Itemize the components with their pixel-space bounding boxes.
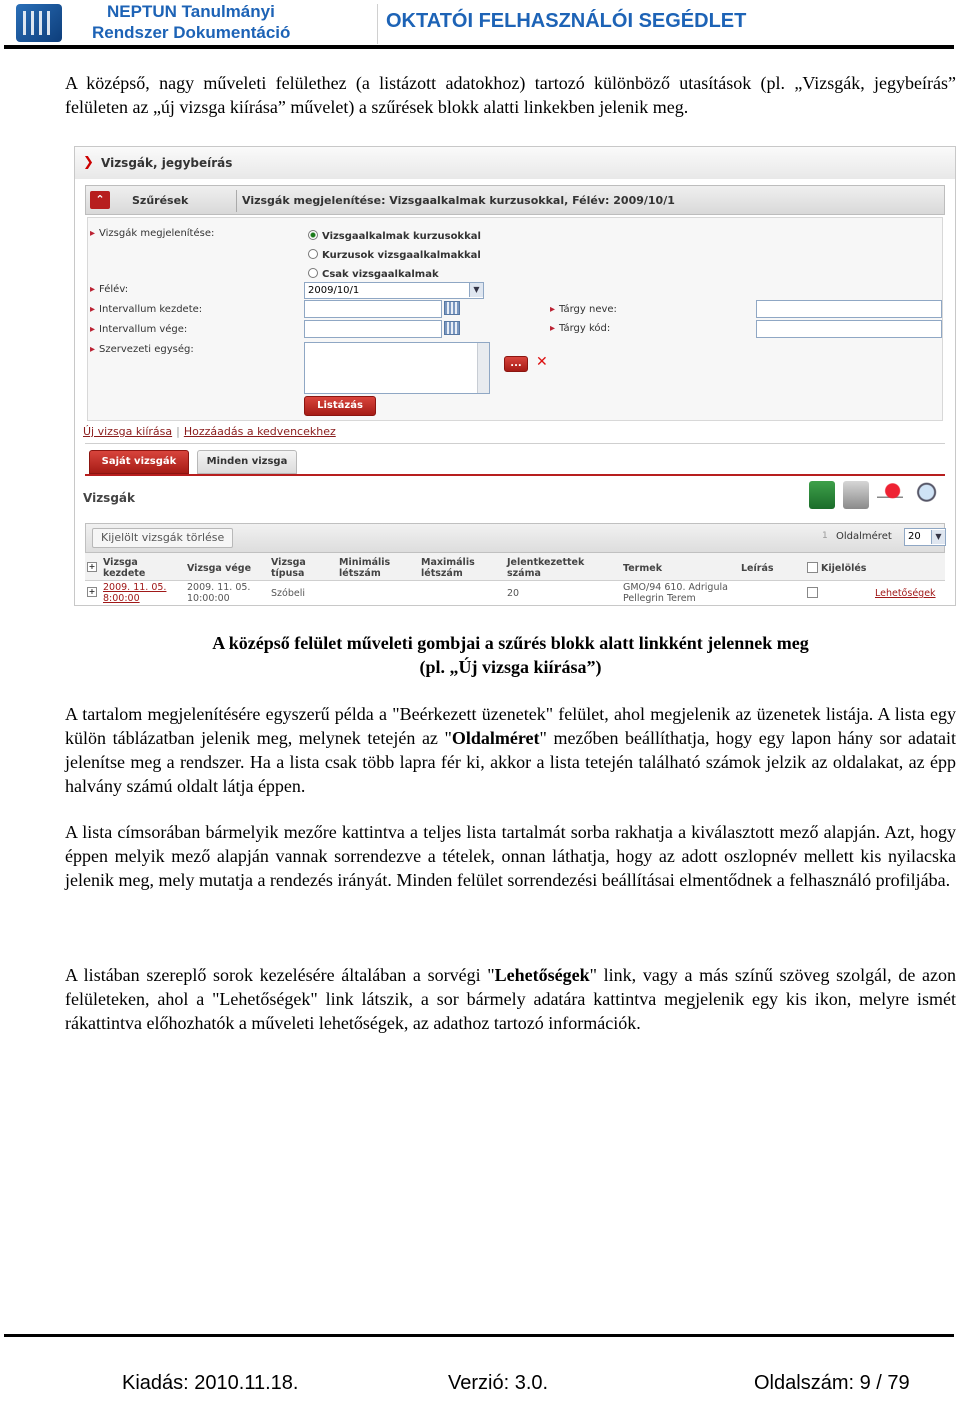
delete-selected-button[interactable]: Kijelölt vizsgák törlése — [92, 528, 233, 548]
paragraph-text: " mezőben beállíthatja, hogy egy lapon hány sor adatait jelenítse meg a rendszer. Ha a lista csak több lapra fér ki, akkor a lista tetején található számok jelzik az oldalakat, az épp halvány számú oldalt látja éppen. — [65, 728, 957, 796]
options-term: Lehetőségek — [494, 965, 590, 985]
tab-own-exams[interactable]: Saját vizsgák — [89, 450, 189, 474]
radio-icon — [308, 249, 318, 259]
system-name-line2: Rendszer Dokumentáció — [92, 23, 291, 42]
paragraph-sorting: A lista címsorában bármelyik mezőre kattintva a teljes lista tartalmát sorba rakhatja a kiválasztott mező alapján. Azt, hogy éppen melyik mező alapján vannak sorrendezve a tételek, onnan láthatja, hogy az adott oszlopnév mellett kis nyilacska jelenik meg, mely mutatja a rendezés irányát. Minden felület sorrendezési beállításai elmentődnek a felhasználó profiljába. — [65, 822, 956, 890]
expand-all-icon[interactable]: + — [88, 562, 96, 571]
semester-value: 2009/10/1 — [308, 285, 360, 296]
filter-info: Vizsgák megjelenítése: Vizsgaalkalmak kurzusokkal, Félév: 2009/10/1 — [242, 194, 675, 207]
collapse-icon[interactable]: ⌃ — [90, 191, 110, 209]
page-size-term: Oldalméret — [451, 728, 540, 748]
system-name-line1: NEPTUN Tanulmányi — [107, 2, 275, 21]
org-unit-label: ▸ Szervezeti egység: — [90, 344, 194, 355]
tab-underline — [85, 474, 945, 476]
paragraph-text: A listában szereplő sorok kezelésére általában a sorvégi " — [65, 965, 495, 985]
browse-button[interactable]: ... — [504, 356, 528, 372]
pin-icon[interactable] — [877, 481, 903, 509]
screenshot-page-title: Vizsgák, jegybeírás — [101, 156, 233, 170]
link-separator: | — [176, 425, 180, 438]
semester-select[interactable] — [304, 282, 484, 299]
subject-name-label: ▸ Tárgy neve: — [550, 304, 617, 315]
select-all-checkbox[interactable] — [807, 562, 818, 573]
interval-end-input[interactable] — [304, 320, 442, 338]
tab-all-exams[interactable]: Minden vizsga — [197, 450, 297, 474]
section-title: Vizsgák — [83, 491, 135, 505]
radio-label: Kurzusok vizsgaalkalmakkal — [322, 250, 481, 261]
footer-version: Verzió: 3.0. — [448, 1372, 549, 1394]
footer-release: Kiadás: 2010.11.18. — [122, 1372, 299, 1394]
page-size-select[interactable] — [904, 528, 946, 546]
col-description[interactable]: Leírás — [741, 563, 774, 574]
col-min-headcount[interactable]: Minimális létszám — [339, 557, 391, 579]
display-label: ▸ Vizsgák megjelenítése: — [90, 228, 214, 239]
interval-start-label: ▸ Intervallum kezdete: — [90, 304, 202, 315]
new-exam-link[interactable]: Új vizsga kiírása — [83, 425, 173, 438]
header-rule — [4, 45, 954, 49]
options-link[interactable]: Lehetőségek — [875, 588, 936, 599]
radio-courses-with-exams[interactable] — [308, 249, 481, 261]
subject-code-input[interactable] — [756, 320, 942, 338]
excel-export-icon[interactable] — [809, 481, 835, 509]
cell-end: 2009. 11. 05. 10:00:00 — [187, 582, 251, 604]
filter-panel — [87, 217, 943, 421]
intro-paragraph: A középső, nagy műveleti felülethez (a listázott adatokhoz) tartozó különböző utasítások (pl. „Vizsgák, jegybeírás” felületen az „új vizsga kiírása” művelet) a szűrések blokk alatti linkekben jelenik meg. — [65, 73, 956, 117]
cell-type: Szóbeli — [271, 588, 305, 599]
clear-icon[interactable]: ✕ — [536, 354, 548, 370]
col-select[interactable]: Kijelölés — [821, 563, 867, 574]
search-icon[interactable] — [911, 481, 937, 509]
print-icon[interactable] — [843, 481, 869, 509]
paragraph-text: " link, vagy a más színű szöveg szolgál, de azon felületeken, ahol a "Lehetőségek" link látszik, a sor bármely adatára kattintva megjelenik egy kis ikon, melyre ismét rákattintva előhozhatók a műveleti lehetőségek, az adathoz tartozó információk. — [65, 965, 956, 1033]
row-checkbox[interactable] — [807, 587, 818, 598]
col-exam-start[interactable]: Vizsga kezdete — [103, 557, 146, 579]
figure-caption-line1: A középső felület műveleti gombjai a szűrés blokk alatt linkként jelennek meg — [212, 633, 809, 653]
subject-code-label: ▸ Tárgy kód: — [550, 323, 610, 334]
cell-registered: 20 — [507, 588, 520, 599]
radio-icon — [308, 268, 318, 278]
filter-bar — [85, 185, 945, 215]
page-header — [0, 0, 960, 50]
footer-rule — [4, 1334, 954, 1337]
header-divider — [377, 4, 378, 44]
col-exam-type[interactable]: Vizsga típusa — [271, 557, 306, 579]
neptun-screenshot — [74, 146, 956, 606]
neptun-logo — [16, 4, 62, 42]
chevron-down-icon: ▼ — [931, 530, 945, 544]
radio-exams-only[interactable] — [308, 268, 439, 280]
action-links — [83, 425, 336, 438]
radio-exams-with-courses[interactable] — [308, 230, 481, 242]
footer-page-number: Oldalszám: 9 / 79 — [754, 1372, 910, 1394]
col-registered[interactable]: Jelentkezettek száma — [507, 557, 585, 579]
radio-selected-icon — [308, 230, 318, 240]
list-toolbar — [85, 523, 945, 553]
page-number[interactable]: 1 — [822, 531, 828, 541]
radio-label: Vizsgaalkalmak kurzusokkal — [322, 231, 481, 242]
paragraph-page-size — [65, 702, 956, 798]
radio-label: Csak vizsgaalkalmak — [322, 269, 439, 280]
col-max-headcount[interactable]: Maximális létszám — [421, 557, 475, 579]
link-divider — [85, 443, 945, 444]
filter-label[interactable]: Szűrések — [132, 194, 189, 207]
col-exam-end[interactable]: Vizsga vége — [187, 563, 252, 574]
page-size-label: Oldalméret — [836, 531, 892, 542]
paragraph-options — [65, 963, 956, 1035]
scrollbar[interactable] — [477, 343, 489, 393]
calendar-icon[interactable] — [444, 301, 460, 315]
table-header — [85, 553, 945, 581]
subject-name-input[interactable] — [756, 300, 942, 318]
list-button[interactable]: Listázás — [304, 396, 376, 416]
table-row[interactable] — [85, 581, 945, 605]
chevron-down-icon: ▼ — [469, 283, 483, 297]
chevron-right-icon: ❯ — [83, 155, 94, 170]
expand-row-icon[interactable]: + — [88, 587, 96, 596]
screenshot-title-bar — [75, 147, 955, 179]
semester-label: ▸ Félév: — [90, 284, 128, 295]
filter-separator — [236, 190, 237, 212]
document-title: OKTATÓI FELHASZNÁLÓI SEGÉDLET — [386, 10, 747, 32]
add-favorite-link[interactable]: Hozzáadás a kedvencekhez — [183, 425, 336, 438]
page-size-value: 20 — [908, 531, 921, 542]
figure-caption-line2: (pl. „Új vizsga kiírása”) — [419, 657, 602, 677]
org-unit-listbox[interactable] — [304, 342, 490, 394]
cell-start[interactable]: 2009. 11. 05. 8:00:00 — [103, 582, 167, 604]
paragraph-text: A tartalom megjelenítésére egyszerű példa a "Beérkezett üzenetek" felület, ahol megjelenik az üzenetek listája. A lista egy külön táblázatban jelenik meg, melynek tetején az " — [65, 704, 956, 748]
interval-end-label: ▸ Intervallum vége: — [90, 324, 187, 335]
cell-rooms: GMO/94 610. Adrigula Pellegrin Terem — [623, 582, 728, 604]
calendar-icon[interactable] — [444, 321, 460, 335]
interval-start-input[interactable] — [304, 300, 442, 318]
col-rooms[interactable]: Termek — [623, 563, 663, 574]
